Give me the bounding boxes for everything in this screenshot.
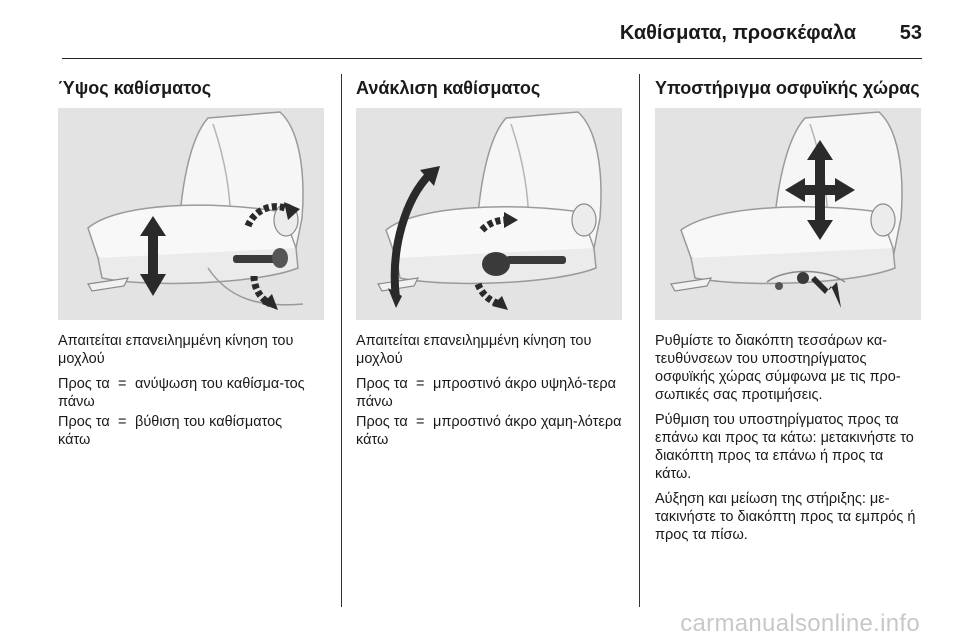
definition-equals: = — [118, 414, 127, 430]
definition-list — [58, 375, 324, 449]
definition-value: μπροστινό άκρο υψηλό-τερα — [433, 376, 616, 392]
paragraph: Ρυθμίστε το διακόπτη τεσσάρων κα-τευθύνσεων του υποστηρίγματος οσφυϊκής χώρας σύμφωνα με τις προ-σωπικές σας προτιμήσεις. — [655, 333, 901, 403]
paragraph: Αύξηση και μείωση της στήριξης: με-τακινήστε το διακόπτη προς τα εμπρός ή προς τα πίσω. — [655, 491, 916, 543]
definition-value: βύθιση του καθίσματος — [135, 414, 283, 430]
definition-value: ανύψωση του καθίσμα-τος — [135, 376, 305, 392]
definition-row — [356, 375, 622, 411]
section-heading: Ανάκλιση καθίσματος — [356, 78, 541, 98]
page-number: 53 — [899, 22, 922, 44]
lumbar-support-illustration — [655, 108, 921, 320]
section-heading: Υποστήριγμα οσφυϊκής χώρας — [655, 78, 920, 98]
definition-equals: = — [118, 376, 127, 392]
definition-term: Προς τα πάνω — [58, 376, 110, 410]
page-header — [62, 18, 922, 59]
watermark: carmanualsonline.info — [680, 610, 920, 637]
definition-list — [356, 375, 622, 449]
definition-row — [58, 375, 324, 411]
definition-row — [356, 413, 622, 449]
section-heading: Ύψος καθίσματος — [58, 78, 212, 98]
paragraph: Ρύθμιση του υποστηρίγματος προς τα επάνω και προς τα κάτω: μετακινήστε το διακόπτη προς τα επάνω ή προς τα κάτω. — [655, 412, 914, 482]
intro-text: Απαιτείται επανειλημμένη κίνηση του μοχλού — [58, 333, 294, 367]
definition-equals: = — [416, 376, 425, 392]
definition-term: Προς τα πάνω — [356, 376, 408, 410]
definition-term: Προς τα κάτω — [58, 414, 110, 448]
column-divider — [639, 74, 640, 607]
seat-height-illustration — [58, 108, 324, 320]
section-seat-tilt — [356, 76, 622, 451]
column-divider — [341, 74, 342, 607]
definition-equals: = — [416, 414, 425, 430]
definition-value: μπροστινό άκρο χαμη-λότερα — [433, 414, 622, 430]
intro-text: Απαιτείται επανειλημμένη κίνηση του μοχλού — [356, 333, 592, 367]
page-title: Καθίσματα, προσκέφαλα — [619, 22, 856, 44]
section-lumbar-support — [655, 76, 921, 551]
definition-row — [58, 413, 324, 449]
seat-tilt-illustration — [356, 108, 622, 320]
section-seat-height — [58, 76, 324, 451]
definition-term: Προς τα κάτω — [356, 414, 408, 448]
